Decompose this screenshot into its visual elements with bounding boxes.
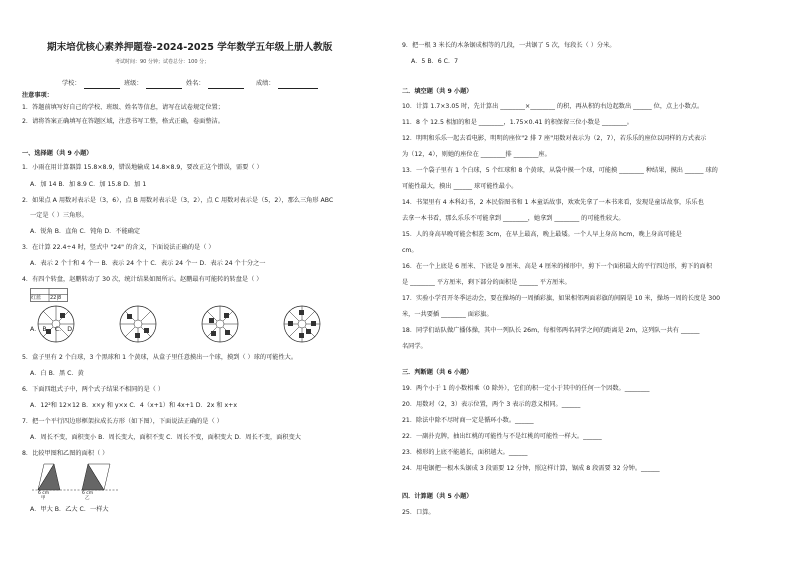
triangle-jia-name: 甲 — [41, 496, 46, 501]
info-score-blank[interactable] — [278, 82, 318, 89]
question-line: 为（12，4），则她的座位在 ________排 ________座。 — [402, 151, 551, 158]
question-line: 11．8 个 12.5 相加的和是 ________，1.75×0.41 的积保留三位小数是 ________。 — [402, 119, 633, 126]
question-line: 13．一个袋子里有 1 个白球，5 个红球和 8 个黄球，从袋中摸一个球，可能摸 ________ 种结果，摸出 ______ 球的 — [402, 167, 718, 174]
question-line: 是 ________ 平方厘米，剩下部分的面积是 ______ 平方厘米。 — [402, 279, 571, 286]
info-class-label: 班级： — [124, 80, 143, 87]
triangle-jia-width: 6 cm — [38, 491, 50, 496]
question-line: 4．有四个转盘，赵鹏转动了 30 次，统计结果如图所示。赵鹏最有可能转的转盘是（ ） — [22, 276, 263, 283]
triangle-yi-width: 6 cm — [82, 491, 94, 496]
section-fill-title: 二．填空题（共 9 小题） — [402, 88, 473, 95]
section-calc-title: 四．计算题（共 5 小题） — [402, 493, 473, 500]
info-score-label: 成绩： — [256, 80, 275, 87]
option-line: A．表示 2 个十和 4 个一 B．表示 24 个十 C．表示 24 个一 D．表示 24 个十分之一 — [30, 260, 266, 267]
question-line: 15．人的身高早晚可能会相差 3cm，在早上最高，晚上最矮。一个人早上身高 hcm，晚上身高可能是 — [402, 231, 682, 238]
question-line: 19．两个小于 1 的小数相乘（0 除外），它们的积一定小于其中的任何一个因数。________ — [402, 385, 650, 392]
triangle-jia-icon — [38, 464, 60, 490]
notice-line: 1．答题前填写好自己的学校、班级、姓名等信息，请写在试卷规定位置； — [22, 104, 224, 111]
question-line: 9．把一根 3 米长的木条锯成相等的几段，一共锯了 5 次，每段长（ ）分米。 — [402, 42, 616, 49]
question-line: 2．如果点 A 用数对表示是（3，6），点 B 用数对表示是（3，2），点 C 用数对表示是（5，2），那么三角形 ABC — [22, 197, 334, 204]
tally-count: 22|8 — [50, 295, 62, 301]
option-line: A．白 B．黑 C．黄 — [30, 370, 84, 377]
spinner-c-icon — [202, 306, 238, 342]
question-line: 18．同学们站队做广播体操，其中一列队长 26m，每相邻两名同学之间的距离是 2m，这列队一共有 ______ — [402, 327, 700, 334]
question-line: 3．在计算 22.4÷4 时，竖式中 "24" 的含义，下面说法正确的是（ ） — [22, 244, 215, 251]
info-name-label: 姓名： — [186, 80, 205, 87]
question-line: 名同学。 — [402, 343, 427, 350]
question-line: 12．明明和乐乐一起去看电影，明明的座位"2 排 7 座"用数对表示为（2，7），若乐乐的座位以同样的方式表示 — [402, 135, 707, 142]
notice-title: 注意事项： — [22, 92, 53, 99]
tally-label: 红蓝 — [31, 295, 42, 301]
question-line: 5．盒子里有 2 个白球，3 个黑球和 1 个黄球，从盒子里任意摸出一个球，摸到（ ）球的可能性大。 — [22, 354, 298, 361]
triangle-yi-name: 乙 — [85, 496, 90, 501]
info-school-blank[interactable] — [84, 82, 120, 89]
question-line: 1．小雨在用计算器算 15.8×8.9，错误地输成 14.8×8.9，要改正这个错误，需要（ ） — [22, 164, 263, 171]
question-line: 25．口算。 — [402, 509, 435, 516]
question-line: 8．比较甲图和乙图的面积（ ） — [22, 450, 109, 457]
exam-title: 期末培优核心素养押题卷-2024-2025 学年数学五年级上册人教版 — [47, 42, 333, 53]
question-line: 23．梯形的上底不能越长，面积越大。______ — [402, 449, 528, 456]
info-class-blank[interactable] — [146, 82, 182, 89]
option-line: A．周长不变，面积变小 B．周长变大，面积不变 C．周长不变，面积变大 D．周长不变，面积变大 — [30, 434, 301, 441]
info-school-label: 学校： — [62, 80, 81, 87]
spinner-d-icon — [284, 306, 320, 342]
spinner-figures — [36, 304, 366, 346]
question-line: 20．用数对（2，3）表示位置，两个 3 表示的意义相同。______ — [402, 401, 581, 408]
question-line: cm。 — [402, 247, 418, 254]
question-line: 一定是（ ）三角形。 — [30, 212, 88, 219]
section-judge-title: 三．判断题（共 6 小题） — [402, 369, 473, 376]
question-line: 米，一共要插 ________ 面彩旗。 — [402, 311, 493, 318]
info-name-blank[interactable] — [208, 82, 244, 89]
question-line: 去拿一本书看，那么乐乐不可能拿到 ________，她拿到 ________ 的可能性较大。 — [402, 215, 625, 222]
option-line: A． B． C． D． — [30, 326, 79, 333]
option-line: A．锐角 B．直角 C．钝角 D．不能确定 — [30, 228, 141, 235]
exam-meta: 考试时间：90 分钟；试卷总分：100 分； — [115, 59, 210, 65]
option-line: A．12²和 12×12 B．x×y 和 y×x C．4（x+1）和 4x+1 D．2x 和 x+x — [30, 402, 237, 409]
spinner-a-icon — [38, 306, 74, 342]
question-line: 10．计算 1.7×3.05 时，先计算出 ________×________ 的积，再从积的右边起数出 ______ 位，点上小数点。 — [402, 103, 704, 110]
question-line: 24．用电锯把一根木头锯成 3 段需要 12 分钟，照这样计算，锯成 8 段需要 32 分钟。______ — [402, 465, 660, 472]
option-line: A．加 14 B．加 8.9 C．加 15.8 D．加 1 — [30, 181, 147, 188]
question-line: 21．除法中除不尽时商一定是循环小数。______ — [402, 417, 534, 424]
triangle-yi-icon — [82, 464, 110, 490]
option-line: A．甲大 B．乙大 C．一样大 — [30, 506, 109, 513]
section-choice-title: 一、选择题（共 9 小题） — [22, 150, 93, 157]
question-line: 可能性最大，摸出 ______ 球可能性最小。 — [402, 183, 518, 190]
spinner-b-icon — [120, 306, 156, 342]
question-line: 22．一副扑克牌，抽出红桃的可能性与不是红桃的可能性一样大。______ — [402, 433, 602, 440]
question-line: 17．实验小学召开冬季运动会，要在操场的一周插彩旗，如果相邻两面彩旗的间隔是 10 米，操场一周的长度是 300 — [402, 295, 721, 302]
option-line: A．5 B．6 C．7 — [411, 58, 459, 65]
question-line: 6．下面四组式子中，两个式子结果不相同的是（ ） — [22, 386, 165, 393]
question-line: 16．在一个上底是 6 厘米、下底是 9 厘米、高是 4 厘米的梯形中，剪下一个面积最大的平行四边形，剪下的面积 — [402, 263, 712, 270]
notice-line: 2．请将答案正确填写在答题区域，注意书写工整，格式正确，卷面整洁。 — [22, 118, 224, 125]
question-line: 7．把一个平行四边形框架拉成长方形（如下图），下面说法正确的是（ ） — [22, 418, 223, 425]
question-line: 14．书架里有 4 本科幻书，2 本民俗图书和 1 本童话故事，欢欢先拿了一本书来看，发现是童话故事，乐乐也 — [402, 199, 704, 206]
